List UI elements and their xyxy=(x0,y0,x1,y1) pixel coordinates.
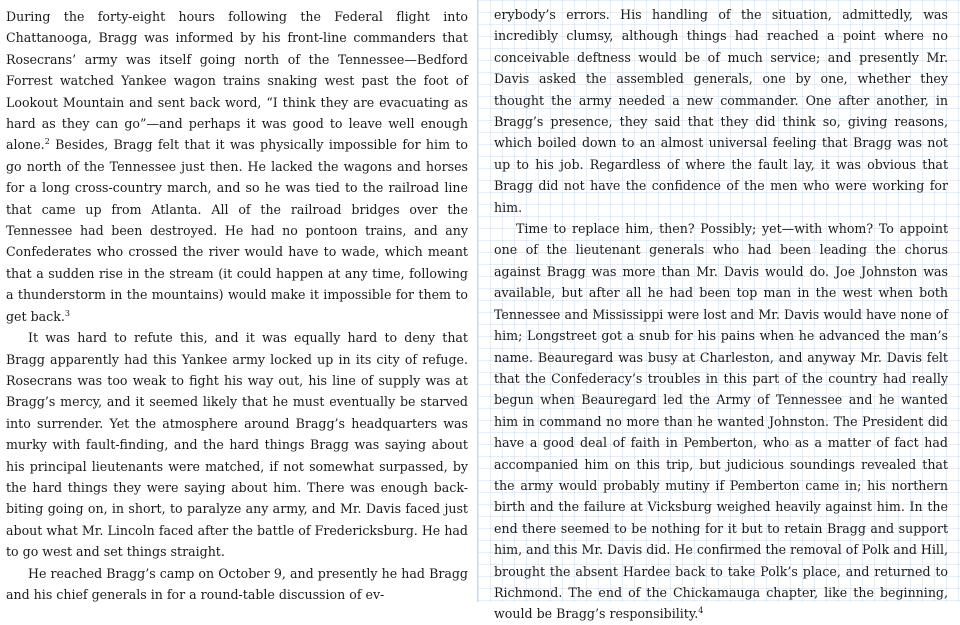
paragraph-text: During the forty-eight hours following the Federal flight into Chattanooga, Bragg was informed by his front-line commanders that Rosecrans’ army was itself going north of the Tennessee—Bedford Forrest watched Yankee wagon trains snaking west past the foot of Lookout Mountain and sent back word, “I think they are evacuating as hard as they can go”—and perhaps it was good to leave well enough alone. xyxy=(6,9,468,153)
paragraph xyxy=(6,563,468,606)
paragraph xyxy=(6,327,468,562)
right-column xyxy=(478,0,960,622)
paragraph-text: Time to replace him, then? Possibly; yet—with whom? To appoint one of the lieutenant generals who had been leading the chorus against Bragg was more than Mr. Davis would do. Joe Johnston was available, but after all he had been top man in the west when both Tennessee and Mississippi were lost and Mr. Davis would have none of him; Longstreet got a snub for his pains when he advanced the man’s name. Beauregard was busy at Charleston, and anyway Mr. Davis felt that the Confederacy’s troubles in this part of the country had really begun when Beauregard led the Army of Tennessee and he wanted him in command no more than he wanted Johnston. The President did have a good deal of faith in Pemberton, who as a matter of fact had accompanied him on this trip, but judicious soundings revealed that the army would probably mutiny if Pemberton came in; his northern birth and the failure at Vicksburg weighed heavily against him. In the end there seemed to be nothing for it but to retain Bragg and support him, and this Mr. Davis did. He confirmed the removal of Polk and Hill, brought the absent Hardee back to take Polk’s place, and returned to Richmond. The end of the Chickamauga chapter, like the beginning, would be Bragg’s responsibility. xyxy=(494,221,948,622)
paragraph-text: It was hard to refute this, and it was equally hard to deny that Bragg apparently had this Yankee army locked up in its city of refuge. Rosecrans was too weak to fight his way out, his line of supply was at Bragg’s mercy, and it seemed likely that he must eventually be starved into surrender. Yet the atmosphere around Bragg’s headquarters was murky with fault-finding, and the hard things Bragg was saying about his principal lieutenants were matched, if not somewhat surpassed, by the hard things they were saying about him. There was enough back-biting going on, in short, to paralyze any army, and Mr. Davis faced just about what Mr. Lincoln faced after the battle of Fredericksburg. He had to go west and set things straight. xyxy=(6,330,468,560)
paragraph xyxy=(494,4,948,218)
footnote-marker: 4 xyxy=(698,606,704,616)
paragraph-text-continued: Besides, Bragg felt that it was physically impossible for him to go north of the Tennessee just then. He lacked the wagons and horses for a long cross-country march, and so he was tied to the railroad line that came up from Atlanta. All of the railroad bridges over the Tennessee had been destroyed. He had no pontoon trains, and any Confederates who crossed the river would have to wade, which meant that a sudden rise in the stream (it could happen at any time, following a thunderstorm in the mountains) would make it impossible for them to get back. xyxy=(6,137,468,324)
left-column xyxy=(0,0,478,602)
paragraph xyxy=(6,6,468,327)
paragraph-text: He reached Bragg’s camp on October 9, and presently he had Bragg and his chief generals in for a round-table discussion of ev- xyxy=(6,565,468,602)
footnote-marker: 3 xyxy=(64,308,70,318)
paragraph xyxy=(494,218,948,625)
paragraph-text: erybody’s errors. His handling of the situation, admittedly, was incredibly clumsy, although things had reached a point where no conceivable deftness would be of much service; and presently Mr. Davis asked the assembled generals, one by one, whether they thought the army needed a new commander. One after another, in Bragg’s presence, they said that they did think so, giving reasons, which boiled down to an almost universal feeling that Bragg was not up to his job. Regardless of where the fault lay, it was obvious that Bragg did not have the confidence of the men who were working for him. xyxy=(494,7,948,215)
footnote-marker: 2 xyxy=(44,137,50,147)
